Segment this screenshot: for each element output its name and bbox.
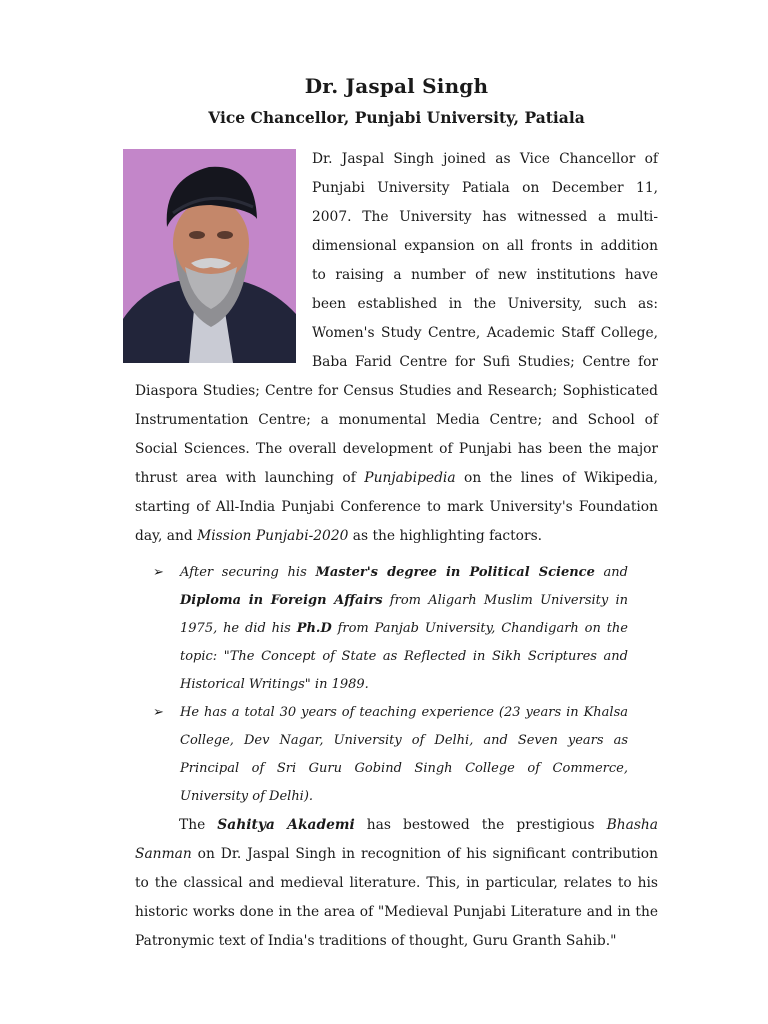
intro-paragraph: Dr. Jaspal Singh joined as Vice Chancellor of Punjabi University Patiala on December 11, 2007. The University has witnessed a multi-dimensional expansion on all fronts in addition to raising a number of new institutions have been established in the University, such as: Women's Study Centre, Academic Staff College, Baba Farid Centre for Sufi Studies; Centre for Diaspora Studies; Centre for Census Studies and Research; Sophisticated Instrumentation Centre; a monumental Media Centre; and School of Social Sciences. The overall development of Punjabi has been the major thrust area with launching of Punjabipedia on the lines of Wikipedia, starting of All-India Punjabi Conference to mark University's Foundation day, and Mission Punjabi-2020 as the highlighting factors. [135, 151, 658, 544]
list-item: ➢ After securing his Master's degree in Political Science and Diploma in Foreign Affairs from Aligarh Muslim University in 1975, he did his Ph.D from Panjab University, Chandigarh on the topic: "The Concept of State as Reflected in Sikh Scriptures and Historical Writings" in 1989. [135, 559, 628, 699]
page-subtitle: Vice Chancellor, Punjabi University, Patiala [208, 108, 585, 127]
bullet-list [135, 559, 658, 811]
intro-section [135, 145, 658, 551]
portrait-photo [123, 149, 296, 363]
arrow-bullet-icon: ➢ [153, 565, 164, 580]
document [135, 74, 658, 956]
list-item: ➢ He has a total 30 years of teaching experience (23 years in Khalsa College, Dev Nagar, University of Delhi, and Seven years as Principal of Sri Guru Gobind Singh College of Commerce, University of Delhi). [135, 699, 628, 811]
closing-paragraph: The Sahitya Akademi has bestowed the prestigious Bhasha Sanman on Dr. Jaspal Singh in recognition of his significant contribution to the classical and medieval literature. This, in particular, relates to his historic works done in the area of "Medieval Punjabi Literature and in the Patronymic text of India's traditions of thought, Guru Granth Sahib." [135, 817, 659, 949]
portrait-illustration [123, 149, 296, 363]
page-title: Dr. Jaspal Singh [304, 74, 489, 98]
arrow-bullet-icon: ➢ [153, 705, 164, 720]
